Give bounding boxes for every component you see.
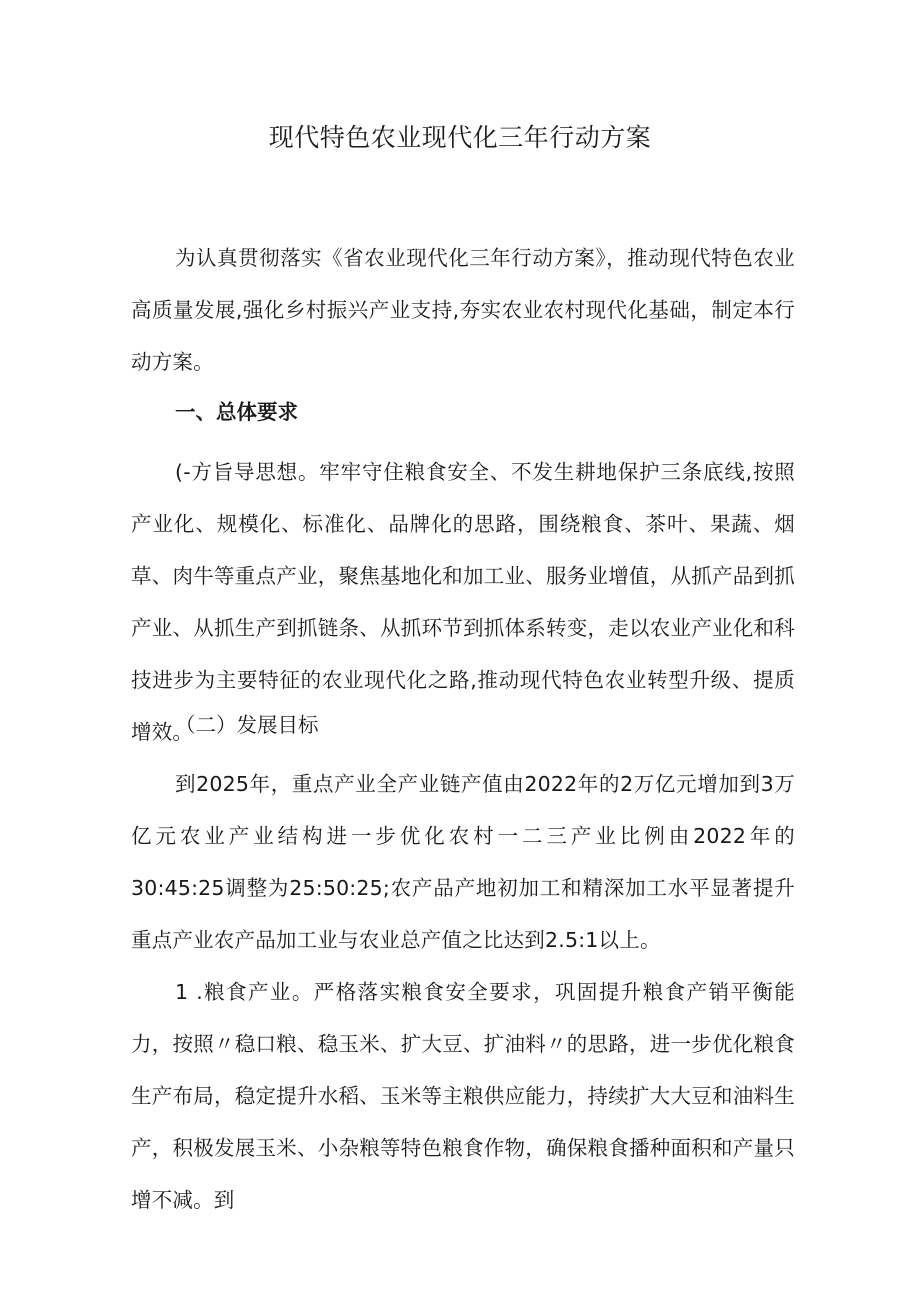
section-heading-overall-requirements: 一、总体要求 [175, 400, 298, 424]
grain-industry-paragraph: 1 .粮食产业。严格落实粮食安全要求，巩固提升粮食产销平衡能力，按照〃稳口粮、稳玉米、扩大豆、扩油料〃的思路，进一步优化粮食生产布局，稳定提升水稻、玉米等主粮供应能力，持续扩大大豆和油料生产，积极发展玉米、小杂粮等特色粮食作物，确保粮食播种面积和产量只增不减。到 [131, 980, 795, 1212]
document-title: 现代特色农业现代化三年行动方案 [268, 123, 652, 152]
guiding-thought-paragraph: (-方旨导思想。牢牢守住粮食安全、不发生耕地保护三条底线,按照产业化、规模化、标准化、品牌化的思路，围绕粮食、茶叶、果蔬、烟草、肉牛等重点产业，聚焦基地化和加工业、服务业增值，从抓产品到抓产业、从抓生产到抓链条、从抓环节到抓体系转变，走以农业产业化和科技进步为主要特征的农业现代化之路,推动现代特色农业转型升级、提质增效。 [131, 460, 795, 744]
intro-paragraph: 为认真贯彻落实《省农业现代化三年行动方案》，推动现代特色农业高质量发展,强化乡村振兴产业支持,夯实农业农村现代化基础，制定本行动方案。 [131, 246, 795, 374]
subsection-heading-development-goals: （二）发展目标 [175, 713, 319, 737]
targets-paragraph: 到2025年，重点产业全产业链产值由2022年的2万亿元增加到3万亿元农业产业结构进一步优化农村一二三产业比例由2022年的30:45:25调整为25:50:25;农产品产地初加工和精深加工水平显著提升重点产业农产品加工业与农业总产值之比达到2.5:1以上。 [131, 772, 795, 952]
